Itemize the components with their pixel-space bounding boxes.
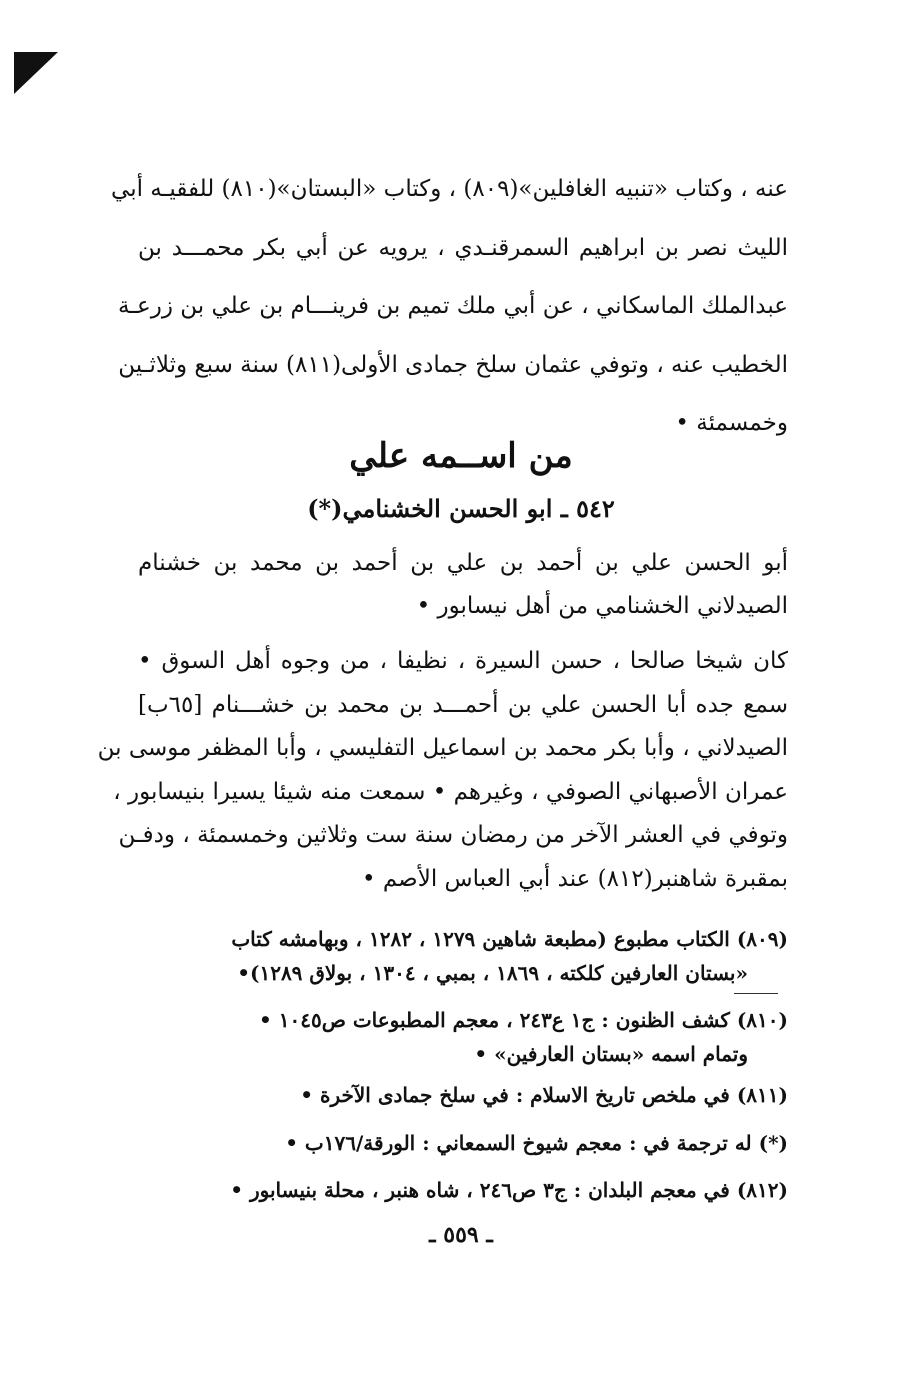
footnote-divider [734, 993, 778, 994]
text-line: وتوفي في العشر الآخر من رمضان سنة ست وثلاثين وخمسمئة ، ودفـن [118, 822, 788, 848]
text-line: سمع جده أبا الحسن علي بن أحمـــد بن محمد بن خشـــنام [٦٥ب] [138, 691, 788, 718]
text-line: الخطيب عنه ، وتوفي عثمان سلخ جمادى الأولى(٨١١) سنة سبع وثلاثـين [118, 351, 788, 378]
paragraph-1 [111, 160, 788, 453]
paragraph-3 [97, 640, 788, 901]
text-line: عمران الأصبهاني الصوفي ، وغيرهم • سمعت منه شيئا يسيرا بنيسابور ، [113, 778, 788, 805]
text-line: وخمسمئة • [675, 410, 788, 436]
footnote-810: (٨١٠) كشف الظنون : ج١ ع٢٤٣ ، معجم المطبوعات ص١٠٤٥ • وتمام اسمه «بستان العارفين» • [258, 1008, 788, 1066]
section-heading: من اســمه علي [349, 436, 573, 476]
text-line: عبدالملك الماسكاني ، عن أبي ملك تميم بن فرينـــام بن علي بن زرعـة [117, 293, 788, 319]
paragraph-2 [138, 542, 788, 628]
footnote-811: (٨١١) في ملخص تاريخ الاسلام : في سلخ جمادى الآخرة • [300, 1083, 788, 1107]
text-line: الصيدلاني الخشنامي من أهل نيسابور • [416, 593, 788, 619]
text-line: الصيدلاني ، وأبا بكر محمد بن اسماعيل التفليسي ، وأبا المظفر موسى بن [97, 735, 788, 761]
footnote-star: (*) له ترجمة في : معجم شيوخ السمعاني : الورقة/١٧٦ب • [285, 1131, 788, 1155]
text-line: بمقبرة شاهنبر(٨١٢) عند أبي العباس الأصم • [362, 865, 788, 892]
page-number: ـ ٥٥٩ ـ [429, 1222, 493, 1248]
text-line: الليث نصر بن ابراهيم السمرقنـدي ، يرويه عن أبي بكر محمـــد بن [138, 234, 788, 261]
text-line: أبو الحسن علي بن أحمد بن علي بن أحمد بن محمد بن خشنام [138, 550, 788, 576]
footnote-809: (٨٠٩) الكتاب مطبوع (مطبعة شاهين ١٢٧٩ ، ١٢٨٢ ، وبهامشه كتاب «بستان العارفين كلكته ، ١٨٦٩ ، بمبي ، ١٣٠٤ ، بولاق ١٢٨٩)• [231, 927, 788, 985]
text-line: كان شيخا صالحا ، حسن السيرة ، نظيفا ، من وجوه أهل السوق • [138, 648, 788, 674]
text-line: عنه ، وكتاب «تنبيه الغافلين»(٨٠٩) ، وكتاب «البستان»(٨١٠) للفقيـه أبي [111, 176, 788, 202]
entry-heading: ٥٤٢ ـ ابو الحسن الخشنامي(*) [307, 494, 615, 523]
footnote-812: (٨١٢) في معجم البلدان : ج٣ ص٢٤٦ ، شاه هنبر ، محلة بنيسابور • [230, 1178, 788, 1202]
